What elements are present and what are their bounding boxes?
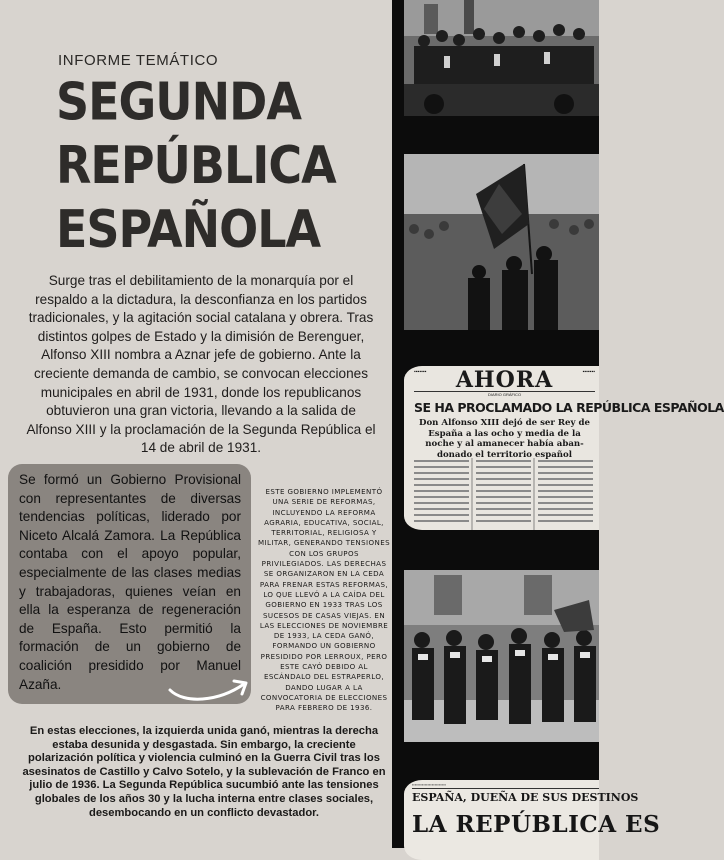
newspaper-headline-2: LA REPÚBLICA ES [412, 811, 661, 838]
newspaper-topline: ESPAÑA, DUEÑA DE SUS DESTINOS [412, 791, 639, 804]
newspaper-masthead: AHORA [455, 367, 554, 393]
report-kicker: INFORME TEMÁTICO [58, 52, 219, 69]
newspaper-lede: Don Alfonso XIII dejó de ser Rey de España a las ocho y media de la noche y al amanecer había aban- donado el territorio español [419, 418, 590, 460]
conclusion-paragraph: En estas elecciones, la izquierda unida ganó, mientras la derecha estaba desunida y desgastada. Sin embargo, la creciente polarización política y violencia culminó en la Guerra Civil tras los asesinatos de Castillo y Calvo Sotelo, y la sublevación de Franco en julio de 1936. La Segunda República sucumbió ante las tensiones globales de los años 30 y la lucha interna entre clases sociales, desembocando en un conflicto devastador. [22, 725, 386, 819]
box-paragraph: Se formó un Gobierno Provisional con representantes de diversas tendencias políticas, liderado por Niceto Alcalá Zamora. La República contaba con el apoyo popular, especialmente de las clases medias y trabajadoras, quienes veían en ella la esperanza de regeneración de España. Esto permitió la formación de un gobierno de coalición presidido por Manuel Azaña. [19, 472, 241, 692]
title-line-2: REPÚBLICA [56, 134, 336, 196]
masthead-row: ▪▪▪▪▪▪▪ AHORA ▪▪▪▪▪▪▪ [414, 367, 595, 393]
curved-arrow-icon [166, 670, 261, 710]
newspaper-ahora [404, 366, 724, 530]
photo-film-strip [392, 0, 724, 848]
page-title [56, 70, 386, 262]
newspaper-headline: SE HA PROCLAMADO LA REPÚBLICA ESPAÑOLA [414, 400, 724, 415]
masthead-subhead: DIARIO GRÁFICO [487, 392, 522, 397]
newspaper-columns [412, 458, 599, 530]
intro-paragraph: Surge tras el debilitamiento de la monarquía por el respaldo a la dictadura, la desconfianza en los partidos tradicionales, y la agitación social catalana y obrera. Tras distintos golpes de Estado y la dimisión de Berenguer, Alfonso XIII nombra a Aznar jefe de gobierno. Ante la creciente demanda de cambio, se convocan elecciones municipales en abril de 1931, donde los republicanos obtuvieron una gran victoria, llevando a la salida de Alfonso XIII y la proclamación de la Segunda República el 14 de abril de 1931. [26, 273, 376, 456]
provisional-government-box [8, 464, 251, 704]
photo-women-street [404, 570, 599, 742]
newspaper-topbar: ▪▪▪▪▪▪▪▪▪▪▪▪▪▪▪▪▪▪▪▪▪▪▪▪ [412, 782, 599, 789]
photo-flag-crowd [404, 154, 599, 330]
reforms-note: ESTE GOBIERNO IMPLEMENTÓ UNA SERIE DE REFORMAS, INCLUYENDO LA REFORMA AGRARIA, EDUCATIVA, SOCIAL, TERRITORIAL, RELIGIOSA Y MILITAR, GENERANDO TENSIONES CON LOS GRUPOS PRIVILEGIADOS. LAS DERECHAS SE ORGANIZARON EN LA CEDA PARA FRENAR ESTAS REFORMAS, LO QUE LLEVÓ A LA CAÍDA DEL GOBIERNO EN 1933 TRAS LOS SUCESOS DE CASAS VIEJAS. EN LAS ELECCIONES DE NOVIEMBRE DE 1933, LA CEDA GANÓ, FORMANDO UN GOBIERNO PRESIDIDO POR LERROUX, PERO ESTE CAYÓ DEBIDO AL ESCÁNDALO DEL ESTRAPERLO, DANDO LUGAR A LA CONVOCATORIA DE ELECCIONES PARA FEBRERO DE 1936. [258, 487, 390, 713]
photo-crowd-truck [404, 0, 599, 116]
title-line-1: SEGUNDA [56, 71, 301, 132]
title-line-3: ESPAÑOLA [56, 198, 321, 260]
newspaper-republica [404, 780, 661, 860]
